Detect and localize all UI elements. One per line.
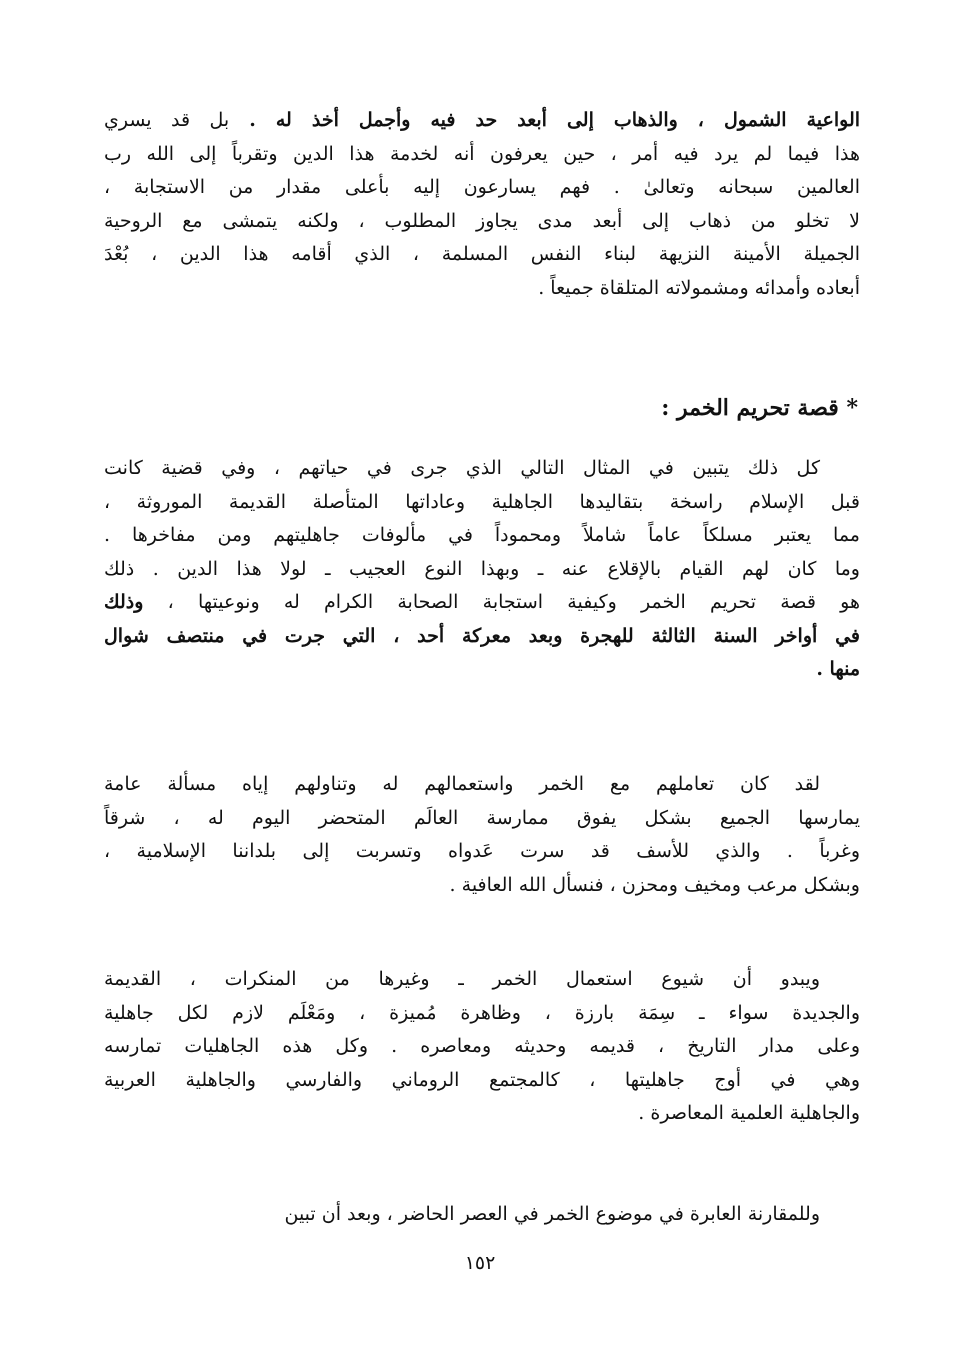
paragraph-5 — [104, 1198, 860, 1232]
text-line — [104, 104, 860, 138]
paragraph-4 — [104, 963, 860, 1131]
text-segment: والجديدة سواء ـ سِمَة بارزة ، وظاهرة مُميزة ، ومَعْلَم لازم لكل جاهلية — [104, 1001, 860, 1024]
bold-text: في أواخر السنة الثالثة للهجرة وبعد معركة أحد ، التي جرت في منتصف شوال — [104, 624, 860, 647]
text-segment: كل ذلك يتبين في المثال التالي الذي جرى في حياتهم ، وفي قضية كانت — [104, 457, 820, 479]
bold-text: وذلك — [104, 591, 144, 613]
text-segment: هذا فيما لم يرد فيه أمر ، حين يعرفون أنه لخدمة هذا الدين وتقرباً إلى الله رب — [104, 142, 860, 165]
text-line — [104, 963, 860, 997]
text-line — [104, 272, 860, 306]
text-line — [104, 519, 860, 553]
text-line — [104, 620, 860, 654]
text-segment: أبعاده وأمدائه ومشمولاته المتلقاة جميعاً . — [538, 276, 860, 299]
text-line — [104, 653, 860, 687]
text-segment: العالمين سبحانه وتعالىٰ . فهم يسارعون إليه بأعلى مقدار من الاستجابة ، — [104, 176, 860, 198]
text-segment: بل قد يسري — [104, 109, 230, 131]
text-segment: وما كان لهم القيام بالإقلاع عنه ـ وبهذا النوع العجيب ـ لولا هذا الدين . ذلك — [104, 557, 860, 580]
text-line — [104, 768, 860, 802]
text-segment: لا تخلو من ذهاب إلى أبعد مدى يجاوز المطلوب ، ولكنه يتمشى مع الروحية — [104, 209, 860, 232]
text-line — [104, 138, 860, 172]
bold-text: منها . — [816, 658, 860, 680]
paragraph-1 — [104, 104, 860, 305]
paragraph-3 — [104, 768, 860, 902]
text-segment: قبل الإسلام راسخة بتقاليدها الجاهلية وعاداتها المتأصلة القديمة الموروثة ، — [104, 490, 860, 513]
text-line — [104, 997, 860, 1031]
text-line — [104, 1097, 860, 1131]
text-segment: هو قصة تحريم الخمر وكيفية استجابة الصحابة الكرام له ونوعيتها ، — [143, 591, 860, 613]
text-line — [104, 205, 860, 239]
text-segment: وغرباً . والذي للأسف قد سرت عَدواه وتسربت إلى بلداننا الإسلامية ، — [104, 840, 861, 862]
text-segment: وهي في أوج جاهليتها ، كالمجتمع الروماني والفارسي والجاهلية العربية — [104, 1068, 860, 1091]
text-line — [104, 835, 860, 869]
text-line — [104, 1064, 860, 1098]
text-line — [104, 1030, 860, 1064]
text-segment: الجميلة الأمينة النزيهة لبناء النفس المسلمة ، الذي أقامه هذا الدين ، بُعْدَ — [104, 243, 860, 265]
text-line — [104, 869, 860, 903]
text-segment: والجاهلية العلمية المعاصرة . — [638, 1102, 860, 1124]
paragraph-2 — [104, 452, 860, 687]
text-segment: يمارسها الجميع بشكل يفوق ممارسة العالَم المتحضر اليوم له ، شرقاً — [104, 806, 860, 829]
text-segment: وللمقارنة العابرة في موضوع الخمر في العصر الحاضر ، وبعد أن تبين — [284, 1203, 820, 1225]
section-heading: * قصة تحريم الخمر : — [661, 395, 858, 421]
text-line — [104, 171, 860, 205]
text-line — [104, 238, 860, 272]
text-line — [104, 586, 860, 620]
text-segment: لقد كان تعاملهم مع الخمر واستعمالهم له وتناولهم إياه مسألة عامة — [104, 773, 820, 795]
text-segment: وبشكل مرعب ومخيف ومحزن ، فنسأل الله العافية . — [449, 873, 860, 896]
text-line — [104, 486, 860, 520]
page-number: ١٥٢ — [464, 1252, 496, 1274]
text-line — [104, 553, 860, 587]
text-line — [104, 1198, 860, 1232]
text-line — [104, 802, 860, 836]
bold-text: الواعية الشمول ، والذهاب إلى أبعد حد فيه وأجمل أخذ له . — [229, 109, 861, 131]
text-segment: مما يعتبر مسلكاً عاماً شاملاً ومحموداً في مألوفات جاهليتهم ومن مفاخرها . — [104, 524, 860, 546]
text-segment: ويبدو أن شيوع استعمال الخمر ـ وغيرها من المنكرات ، القديمة — [104, 968, 820, 990]
text-segment: وعلى مدار التاريخ ، قديمه وحديثه ومعاصره . وكل هذه الجاهليات تمارسه — [104, 1035, 860, 1057]
text-line — [104, 452, 860, 486]
